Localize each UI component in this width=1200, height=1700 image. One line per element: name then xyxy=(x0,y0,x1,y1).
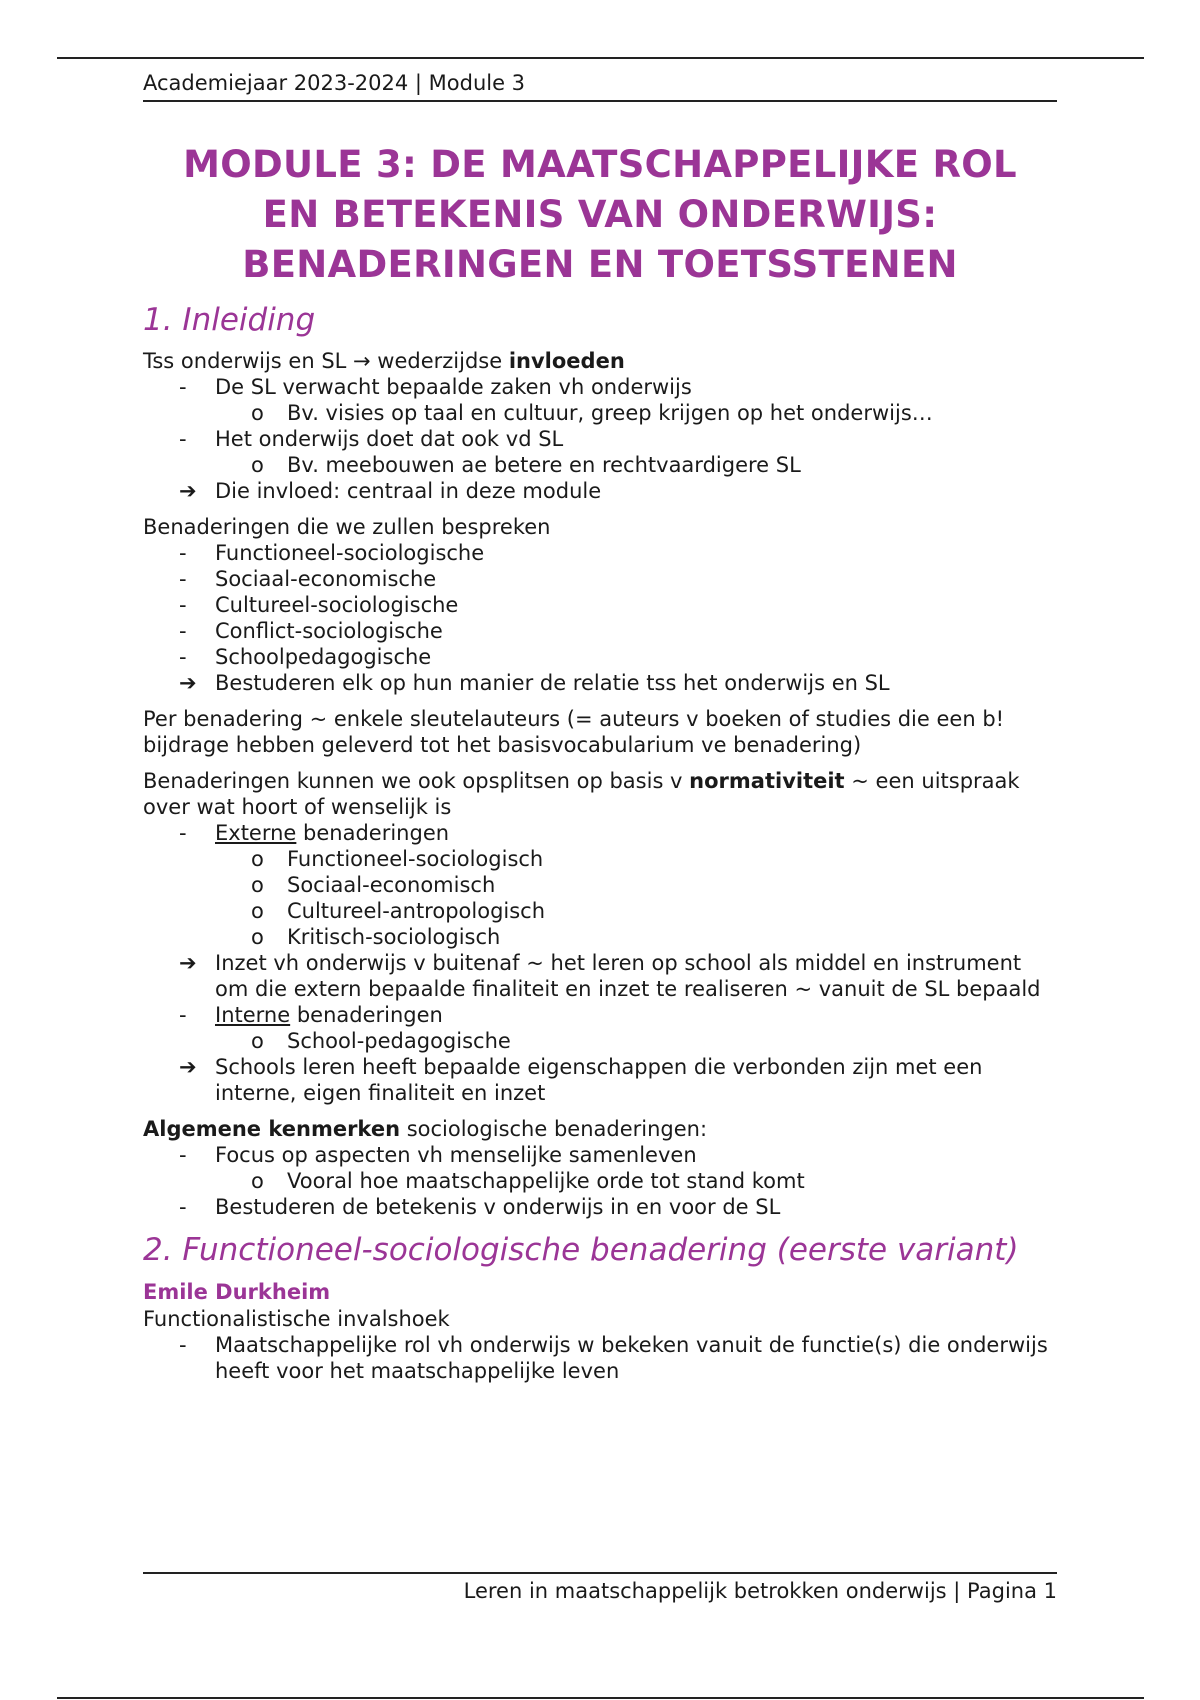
list-item: o Bv. meebouwen ae betere en rechtvaardigere SL xyxy=(251,453,801,477)
intro-block xyxy=(143,348,1057,504)
list-item: - Het onderwijs doet dat ook vd SL xyxy=(179,427,564,451)
list-item: - Conflict-sociologische xyxy=(179,619,443,643)
key-authors-text: Per benadering ~ enkele sleutelauteurs (= auteurs v boeken of studies die een b! bijdrage hebben geleverd tot het basisvocabularium ve benadering) xyxy=(143,707,1005,757)
page-footer: Leren in maatschappelijk betrokken onderwijs | Pagina 1 xyxy=(143,1572,1057,1606)
list-item: - Sociaal-economische xyxy=(179,567,437,591)
title-line: EN BETEKENIS VAN ONDERWIJS: xyxy=(262,193,938,236)
bottom-rule xyxy=(57,1697,1144,1699)
list-item: o Cultureel-antropologisch xyxy=(251,899,546,923)
list-item: - Functioneel-sociologische xyxy=(179,541,485,565)
list-item: - Cultureel-sociologische xyxy=(179,593,459,617)
arrow-item: ➔ Inzet vh onderwijs v buitenaf ~ het leren op school als middel en instrument om die extern bepaalde finaliteit en inzet te realiseren ~ vanuit de SL bepaald xyxy=(179,951,1041,1001)
list-item: - Maatschappelijke rol vh onderwijs w bekeken vanuit de functie(s) die onderwijs heeft voor het maatschappelijke leven xyxy=(179,1333,1048,1383)
arrow-item: ➔ Die invloed: centraal in deze module xyxy=(179,479,602,503)
list-item: - Externe benaderingen xyxy=(179,821,450,845)
arrow-item: ➔ Schools leren heeft bepaalde eigenschappen die verbonden zijn met een interne, eigen finaliteit en inzet xyxy=(179,1055,983,1105)
normativity-text: Benaderingen kunnen we ook opsplitsen op basis v normativiteit ~ een uitspraak over wat hoort of wenselijk is xyxy=(143,769,1020,819)
section-2-heading: 2. Functioneel-sociologische benadering (eerste variant) xyxy=(143,1232,1019,1268)
list-item: - Focus op aspecten vh menselijke samenleven xyxy=(179,1143,697,1167)
list-item: o Kritisch-sociologisch xyxy=(251,925,501,949)
functionalist-intro: Functionalistische invalshoek xyxy=(143,1307,450,1331)
title-line: MODULE 3: DE MAATSCHAPPELIJKE ROL xyxy=(183,143,1017,186)
intro-text: Tss onderwijs en SL → wederzijdse invloeden xyxy=(143,349,625,373)
key-authors-block xyxy=(143,706,1057,758)
normativity-block xyxy=(143,768,1057,1106)
author-heading: Emile Durkheim xyxy=(143,1280,331,1304)
top-rule xyxy=(57,57,1144,59)
list-item: o School-pedagogische xyxy=(251,1029,511,1053)
general-features-text: Algemene kenmerken sociologische benaderingen: xyxy=(143,1117,708,1141)
approaches-intro: Benaderingen die we zullen bespreken xyxy=(143,515,551,539)
list-item: o Vooral hoe maatschappelijke orde tot stand komt xyxy=(251,1169,805,1193)
title-line: BENADERINGEN EN TOETSSTENEN xyxy=(242,243,958,286)
list-item: - Bestuderen de betekenis v onderwijs in en voor de SL xyxy=(179,1195,781,1219)
page xyxy=(143,68,1057,1384)
page-header: Academiejaar 2023-2024 | Module 3 xyxy=(143,68,1057,102)
approaches-block xyxy=(143,514,1057,696)
list-item: o Sociaal-economisch xyxy=(251,873,496,897)
list-item: o Bv. visies op taal en cultuur, greep krijgen op het onderwijs… xyxy=(251,401,933,425)
list-item: o Functioneel-sociologisch xyxy=(251,847,544,871)
general-features-block xyxy=(143,1116,1057,1220)
list-item: - Schoolpedagogische xyxy=(179,645,432,669)
arrow-item: ➔ Bestuderen elk op hun manier de relatie tss het onderwijs en SL xyxy=(179,671,890,695)
list-item: - Interne benaderingen xyxy=(179,1003,443,1027)
section-1-heading: 1. Inleiding xyxy=(143,302,316,338)
list-item: - De SL verwacht bepaalde zaken vh onderwijs xyxy=(179,375,692,399)
document-title xyxy=(143,140,1057,290)
